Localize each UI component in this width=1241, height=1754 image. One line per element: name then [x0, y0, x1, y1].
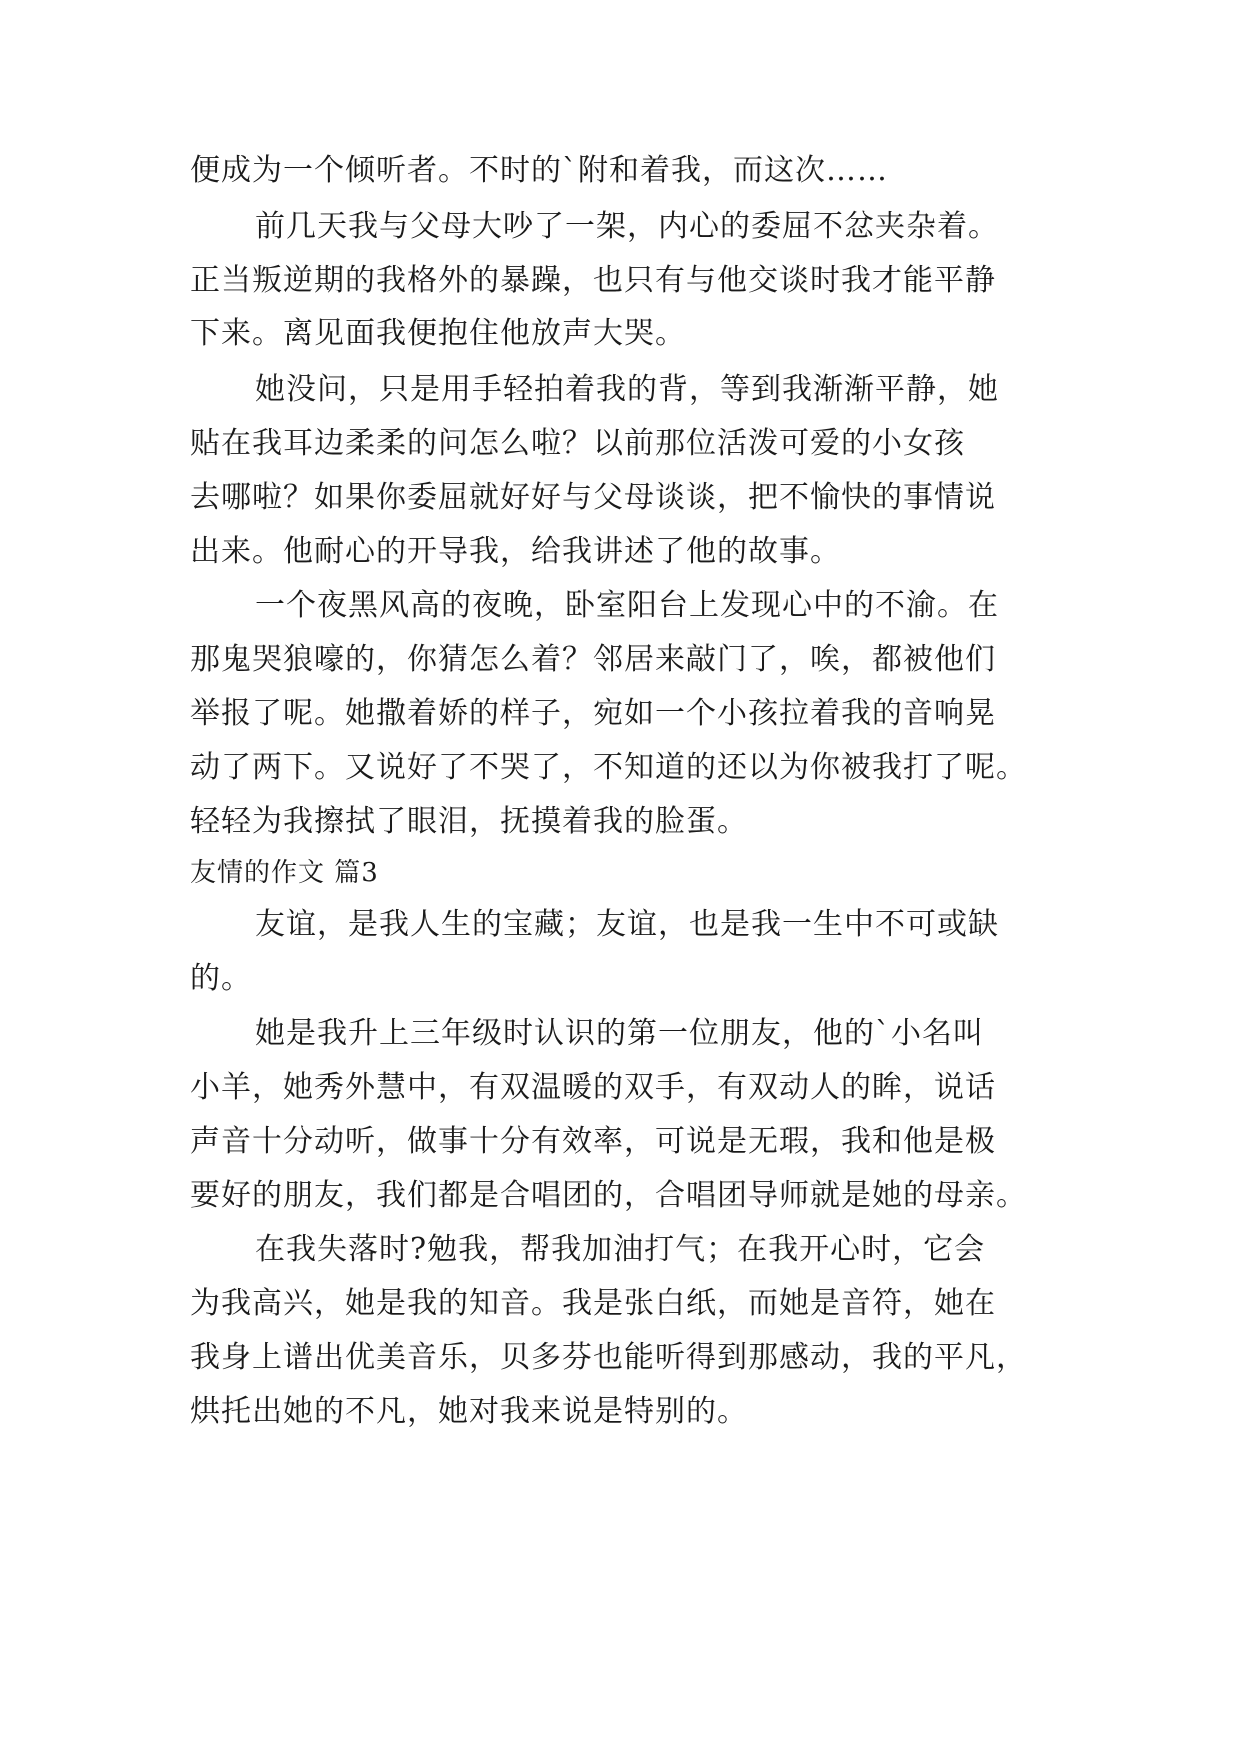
section-heading: 友情的作文 篇3 — [190, 858, 379, 888]
text-line: 贴在我耳边柔柔的问怎么啦？以前那位活泼可爱的小女孩 — [190, 426, 965, 461]
text-line: 动了两下。又说好了不哭了，不知道的还以为你被我打了呢。 — [190, 750, 1027, 785]
text-line: 出来。他耐心的开导我，给我讲述了他的故事。 — [190, 534, 841, 569]
text-line: 举报了呢。她撒着娇的样子，宛如一个小孩拉着我的音响晃 — [190, 696, 996, 731]
text-line: 我身上谱出优美音乐，贝多芬也能听得到那感动，我的平凡， — [190, 1340, 1027, 1375]
paragraph-start: 一个夜黑风高的夜晚，卧室阳台上发现心中的不渝。在 — [255, 588, 999, 623]
paragraph-start: 前几天我与父母大吵了一架，内心的委屈不忿夹杂着。 — [255, 209, 999, 244]
text-line: 便成为一个倾听者。不时的`附和着我，而这次…… — [190, 153, 888, 188]
text-line: 烘托出她的不凡，她对我来说是特别的。 — [190, 1394, 748, 1429]
text-line: 那鬼哭狼嚎的，你猜怎么着？邻居来敲门了，唉，都被他们 — [190, 642, 996, 677]
text-line: 声音十分动听，做事十分有效率，可说是无瑕，我和他是极 — [190, 1124, 996, 1159]
text-line: 为我高兴，她是我的知音。我是张白纸，而她是音符，她在 — [190, 1286, 996, 1321]
paragraph-start: 友谊，是我人生的宝藏；友谊，也是我一生中不可或缺 — [255, 907, 999, 942]
text-line: 正当叛逆期的我格外的暴躁，也只有与他交谈时我才能平静 — [190, 263, 996, 298]
paragraph-start: 在我失落时?勉我，帮我加油打气；在我开心时，它会 — [255, 1232, 986, 1267]
paragraph-start: 她是我升上三年级时认识的第一位朋友，他的`小名叫 — [255, 1016, 984, 1051]
text-line: 的。 — [190, 961, 252, 996]
text-line: 小羊，她秀外慧中，有双温暖的双手，有双动人的眸，说话 — [190, 1070, 996, 1105]
text-line: 去哪啦？如果你委屈就好好与父母谈谈，把不愉快的事情说 — [190, 480, 996, 515]
paragraph-start: 她没问，只是用手轻拍着我的背，等到我渐渐平静，她 — [255, 372, 999, 407]
text-line: 轻轻为我擦拭了眼泪，抚摸着我的脸蛋。 — [190, 804, 748, 839]
text-line: 要好的朋友，我们都是合唱团的，合唱团导师就是她的母亲。 — [190, 1178, 1027, 1213]
text-line: 下来。离见面我便抱住他放声大哭。 — [190, 316, 686, 351]
